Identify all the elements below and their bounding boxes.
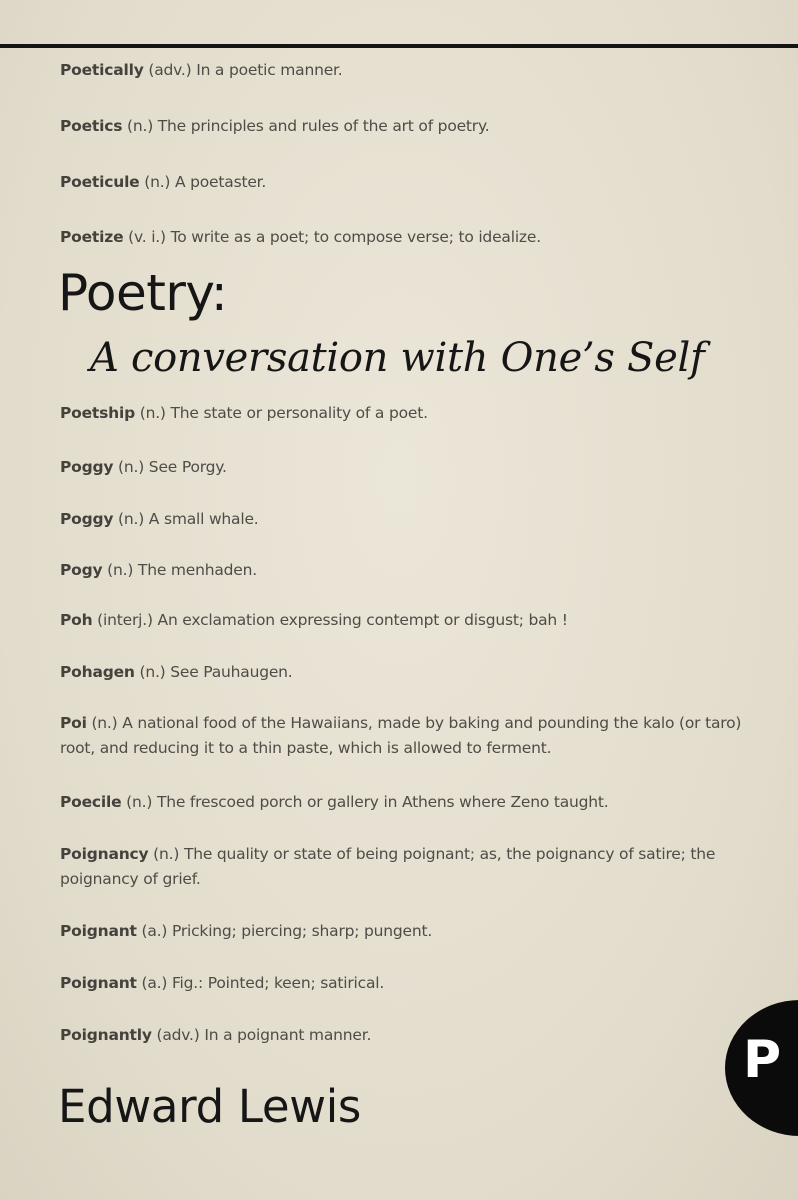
entry-word: Poh [60, 611, 93, 629]
publisher-mark: P [743, 1030, 782, 1090]
entry-definition: (n.) See Porgy. [113, 458, 227, 476]
top-rule [0, 44, 798, 48]
entry-definition: (n.) The state or personality of a poet. [135, 404, 428, 422]
entry-definition: (n.) A small whale. [113, 510, 259, 528]
entry-word: Poecile [60, 793, 122, 811]
dictionary-entry [60, 401, 780, 426]
entry-definition: (n.) The quality or state of being poignant; as, the poignancy of satire; the poignancy of grief. [60, 845, 716, 888]
dictionary-entry [60, 455, 780, 480]
entry-word: Poeticule [60, 173, 140, 191]
dictionary-entry [60, 507, 780, 532]
entry-word: Pogy [60, 561, 103, 579]
entry-definition: (n.) The frescoed porch or gallery in Athens where Zeno taught. [121, 793, 609, 811]
dictionary-entry [60, 58, 780, 83]
dictionary-entry [60, 225, 780, 250]
entry-word: Poetize [60, 228, 124, 246]
entry-word: Poetically [60, 61, 144, 79]
dictionary-entry [60, 790, 780, 815]
entry-definition: (a.) Pricking; piercing; sharp; pungent. [136, 922, 433, 940]
dictionary-entry [60, 919, 780, 944]
entry-word: Poignantly [60, 1026, 152, 1044]
entry-word: Poetics [60, 117, 123, 135]
dictionary-entry [60, 558, 780, 583]
entry-definition: (n.) See Pauhaugen. [134, 663, 293, 681]
entry-word: Poggy [60, 458, 114, 476]
dictionary-entry [60, 660, 780, 685]
entry-definition: (a.) Fig.: Pointed; keen; satirical. [136, 974, 385, 992]
entry-word: Poignancy [60, 845, 149, 863]
dictionary-entry [60, 1023, 780, 1048]
entry-definition: (v. i.) To write as a poet; to compose verse; to idealize. [123, 228, 541, 246]
dictionary-entry [60, 170, 780, 195]
entry-definition: (interj.) An exclamation expressing contempt or disgust; bah ! [92, 611, 568, 629]
publisher-logo [725, 1000, 798, 1136]
dictionary-entry [60, 711, 780, 761]
entry-word: Poggy [60, 510, 114, 528]
entry-definition: (adv.) In a poetic manner. [143, 61, 343, 79]
entry-word: Poetship [60, 404, 135, 422]
dictionary-entry [60, 842, 780, 892]
entry-word: Poignant [60, 922, 137, 940]
entry-definition: (n.) The menhaden. [102, 561, 257, 579]
dictionary-entry [60, 114, 780, 139]
book-title: Poetry: [58, 264, 228, 322]
entry-word: Poi [60, 714, 87, 732]
entry-definition: (n.) A national food of the Hawaiians, made by baking and pounding the kalo (or taro) root, and reducing it to a thin paste, which is allowed to ferment. [60, 714, 742, 757]
entry-definition: (adv.) In a poignant manner. [151, 1026, 372, 1044]
entry-word: Poignant [60, 974, 137, 992]
entry-definition: (n.) A poetaster. [139, 173, 267, 191]
dictionary-entry [60, 971, 780, 996]
book-subtitle: A conversation with One’s Self [90, 335, 705, 381]
dictionary-entry [60, 608, 780, 633]
author-name: Edward Lewis [58, 1080, 362, 1133]
entry-definition: (n.) The principles and rules of the art of poetry. [122, 117, 490, 135]
entry-word: Pohagen [60, 663, 135, 681]
